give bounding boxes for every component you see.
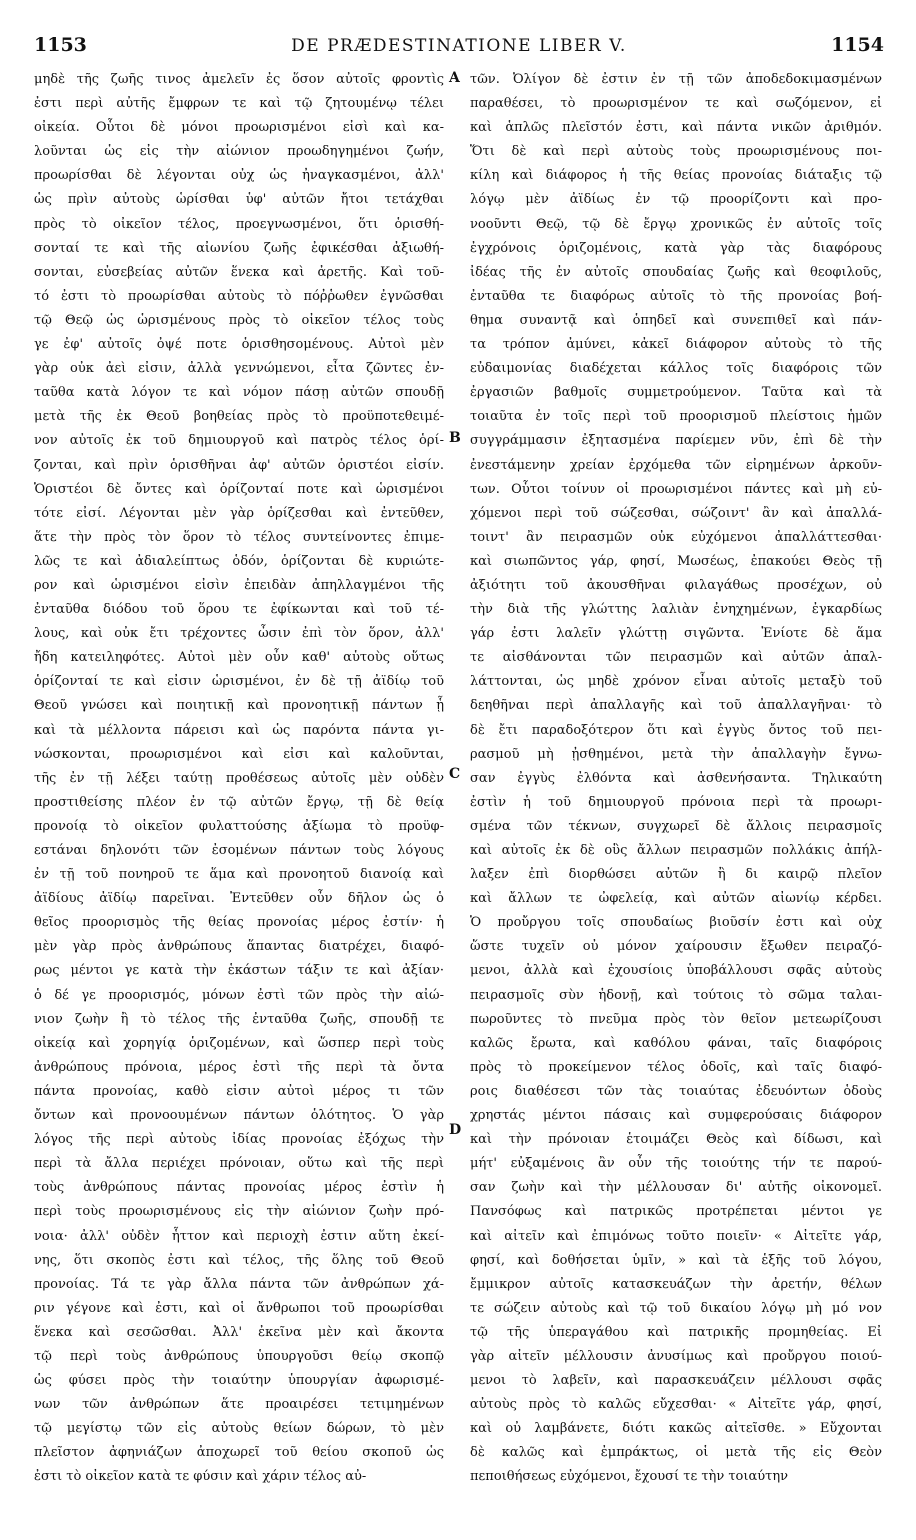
text-line: σαν ἐγγὺς ἐλθόντα καὶ ἀσθενήσαντα. Τηλικαύτη: [470, 770, 882, 786]
text-line: πωροῦντες τὸ πνεῦμα πρὸς τὸν θεῖον μετεωρίζουσι: [470, 1011, 882, 1027]
text-line: ἐνταῦθα διόδου τοῦ ὅρου τε ἐφίκωνται καὶ τοῦ τέ-: [34, 602, 444, 618]
right-column: [470, 68, 882, 1490]
text-line: σμένα τῶν τέκνων, συγχωρεῖ δὲ ἄλλοις πειρασμοῖς: [470, 818, 882, 834]
text-line: Πανσόφως καὶ πατρικῶς προτρέπεται μέντοι γε: [470, 1204, 882, 1220]
text-line: καὶ ἁπλῶς πλεῖστόν ἐστι, καὶ πάντα νικῶν ἀριθμόν.: [470, 120, 882, 136]
text-line: ὥστε τυχεῖν οὐ μόνον χαίρουσιν ἔξωθεν πειραζό-: [470, 939, 882, 955]
text-line: τό ἐστι τὸ προωρίσθαι αὐτοὺς τὸ πόῤῥωθεν ἐγνῶσθαι: [34, 288, 444, 304]
margin-letter-c: C: [449, 766, 461, 782]
text-line: τα τρόπον ἀμύνει, κἀκεῖ διάφορον αὐτοὺς τὸ τῆς: [470, 337, 882, 353]
text-line: ἰδέας τῆς ἐν αὐτοῖς σπουδαίας ζωῆς καὶ θεοφιλοῦς,: [470, 264, 882, 280]
text-line: καλῶς ἔρωτα, καὶ καθόλου φάναι, ταῖς διαφόροις: [470, 1035, 882, 1051]
text-line: ἐστὶν ἡ τοῦ δημιουργοῦ πρόνοια περὶ τὰ προωρι-: [470, 794, 882, 810]
text-line: θημα συναντᾷ καὶ ὁπηδεῖ καὶ συνεπιθεῖ καὶ πάν-: [470, 312, 882, 328]
text-line: νιον ζωὴν ἢ τὸ τέλος τῆς ἐνταῦθα ζωῆς, σπουδῇ τε: [34, 1011, 444, 1027]
text-line: ἅτε τὴν πρὸς τὸν ὅρον τὸ τέλος συντείνοντες ἐπιμε-: [34, 529, 444, 545]
text-line: σονταί τε καὶ τῆς αἰωνίου ζωῆς ἐφικέσθαι ἀξιωθή-: [34, 240, 444, 256]
page-number-left: 1153: [34, 34, 87, 56]
text-line: τοιντ' ἂν πειρασμῶν οὐκ εὐχόμενοι ἀπαλλάττεσθαι·: [470, 529, 882, 545]
text-line: νοοῦντι Θεῷ, τῷ δὲ ἔργῳ χρονικῶς ἐν αὐτοῖς τοῖς: [470, 216, 882, 232]
text-line: χόμενοι περὶ τοῦ σώζεσθαι, σώζοιντ' ἂν καὶ ἀπαλλά-: [470, 505, 882, 521]
text-line: λαξεν ἐπὶ διορθώσει αὐτῶν ἢ δι καιρῷ πλεῖον: [470, 867, 882, 883]
text-line: προστιθείσης πλέον ἐν τῷ αὐτῶν ἔργῳ, τῇ δὲ θείᾳ: [34, 794, 444, 810]
text-line: λοῦνται ὡς εἰς τὴν αἰώνιον προωδηγημένοι ζωήν,: [34, 144, 444, 160]
text-line: ἀϊδίους ἀϊδίῳ παρεῖναι. Ἐντεῦθεν οὖν δῆλον ὡς ὁ: [34, 891, 444, 907]
text-line: χρηστάς μέντοι πάσαις καὶ συμφερούσαις διάφορον: [470, 1108, 882, 1124]
text-line: πρὸς τὸ προκείμενον τέλος ὁδοῖς, καὶ ταῖς διαφό-: [470, 1059, 882, 1075]
text-line: νης, ὅτι σκοπὸς ἐστι καὶ τέλος, τῆς ὅλης τοῦ Θεοῦ: [34, 1252, 444, 1268]
text-line: ἐγχρόνοις ὁριζομένοις, κατὰ γὰρ τὰς διαφόρους: [470, 240, 882, 256]
text-line: κίλη καὶ διάφορος ἡ τῆς θείας προνοίας διάταξις τῷ: [470, 168, 882, 184]
text-line: θεῖος προορισμὸς τῆς θείας προνοίας μέρος ἐστίν· ἡ: [34, 915, 444, 931]
text-line: γάρ ἐστι λαλεῖν γλώττῃ σιγῶντα. Ἐνίοτε δὲ ἅμα: [470, 626, 882, 642]
text-line: δὲ καλῶς καὶ ἐμπράκτως, οἱ μετὰ τῆς εἰς Θεὸν: [470, 1445, 882, 1461]
text-line: λόγῳ μὲν ἀϊδίως ἐν τῷ προορίζοντι καὶ προ-: [470, 192, 882, 208]
left-column: [34, 68, 444, 1490]
text-line: δεηθῆναι περὶ ἀπαλλαγῆς καὶ τοῦ ἀπαλλαγῆναι· τὸ: [470, 698, 882, 714]
text-line: αὐτοὺς πρὸς τὸ καλῶς εὔχεσθαι· « Αἰτεῖτε γάρ, φησί,: [470, 1397, 882, 1413]
text-line: Ὅτι δὲ καὶ περὶ αὐτοὺς τοὺς προωρισμένους ποι-: [470, 144, 882, 160]
text-line: μενοι τὸ λαβεῖν, καὶ παρασκευάζειν μέλλουσι σφᾶς: [470, 1373, 882, 1389]
text-line: ρον καὶ ὡρισμένοι εἰσὶν ἐπειδὰν ἀπηλλαγμένοι τῆς: [34, 577, 444, 593]
text-line: τῆς ἐν τῇ λέξει ταύτῃ προθέσεως αὐτοῖς μὲν οὐδὲν: [34, 770, 444, 786]
text-line: ἐνταῦθα τε διαφόρως αὐτοῖς τὸ τῆς προνοίας βοή-: [470, 288, 882, 304]
text-line: ἀνθρώπους πρόνοια, μέρος ἐστὶ τῆς περὶ τὰ ὄντα: [34, 1059, 444, 1075]
text-line: λάττονται, ὡς μηδὲ χρόνον εἶναι αὐτοῖς μεταξὺ τοῦ: [470, 674, 882, 690]
text-line: ἕνεκα καὶ σεσῶσθαι. Ἀλλ' ἐκεῖνα μὲν καὶ ἄκοντα: [34, 1324, 444, 1340]
text-line: δὲ ἔτι παραδοξότερον ὅτι καὶ ἐγγὺς ὄντος τοῦ πει-: [470, 722, 882, 738]
text-line: Ὁριστέοι δὲ ὄντες καὶ ὁρίζονταί ποτε καὶ ὡρισμένοι: [34, 481, 444, 497]
text-line: λόγος τῆς περὶ αὐτοὺς ἰδίας προνοίας ἐξόχως τὴν: [34, 1132, 444, 1148]
text-line: παραθέσει, τὸ προωρισμένον τε καὶ σωζόμενον, εἰ: [470, 96, 882, 112]
text-line: γὰρ αἰτεῖν μέλλουσιν ἀνυσίμως καὶ προὔργου ποιού-: [470, 1348, 882, 1364]
text-line: περὶ τοὺς προωρισμένους εἰς τὴν αἰώνιον ζωὴν πρό-: [34, 1204, 444, 1220]
text-line: μενοι, ἀλλὰ καὶ ἐχουσίοις ὑποβάλλουσι σφᾶς αὐτοὺς: [470, 963, 882, 979]
text-line: τὴν διὰ τῆς γλώττης λαλιὰν ἐνηχημένων, ἐγκαρδίως: [470, 602, 882, 618]
text-line: ὄντων καὶ προνοουμένων πάντων ὁλότητος. Ὁ γὰρ: [34, 1108, 444, 1124]
text-line: ἔμμικρον αὐτοῖς κατασκευάζων τὴν ἀρετήν, θέλων: [470, 1276, 882, 1292]
text-line: τε σώζειν αὐτοὺς καὶ τῷ τοῦ δικαίου λόγῳ μὴ μό νον: [470, 1300, 882, 1316]
text-line: εὐδαιμονίας διαδέχεται κάλλος τοῖς διαφόροις τῶν: [470, 361, 882, 377]
text-line: οἰκείᾳ καὶ χορηγίᾳ ὁριζομένων, καὶ ὥσπερ περὶ τοὺς: [34, 1035, 444, 1051]
text-line: νων τῶν ἀνθρώπων ἅτε προαιρέσει τετιμημένων: [34, 1397, 444, 1413]
page-header: [34, 34, 884, 60]
text-line: ἐνεστάμενην χρείαν ἐρχόμεθα τῶν εἰρημένων ἀρκοῦν-: [470, 457, 882, 473]
text-line: φησί, καὶ δοθήσεται ὑμῖν, » καὶ τὰ ἑξῆς τοῦ λόγου,: [470, 1252, 882, 1268]
text-line: εστάναι δηλονότι τῶν ἐσομένων πάντων τοὺς λόγους: [34, 843, 444, 858]
text-line: πρὸς τὸ οἰκεῖον τέλος, προεγνωσμένοι, ὅτι ὁρισθή-: [34, 216, 444, 232]
text-line: προωρίσθαι δὲ λέγονται οὐχ ὡς ἠναγκασμένοι, ἀλλ': [34, 168, 444, 184]
text-line: ρασμοῦ μὴ ᾐσθημένοι, μετὰ τὴν ἀπαλλαγὴν ἔγνω-: [470, 746, 882, 762]
text-line: καὶ αὐτοῖς ἐκ δὲ οὓς ἄλλων πειρασμῶν πολλάκις ἀπήλ-: [470, 843, 882, 858]
text-line: σαν ζωὴν καὶ τὴν μέλλουσαν δι' αὐτῆς οἰκονομεῖ.: [470, 1180, 882, 1196]
text-line: τε αἰσθάνονται τῶν πειρασμῶν καὶ αὐτῶν ἀπαλ-: [470, 650, 882, 666]
text-line: των. Οὗτοι τοίνυν οἱ προωρισμένοι πάντες καὶ μὴ εὐ-: [470, 481, 882, 497]
text-line: ἐστι τὸ οἰκεῖον κατὰ τε φύσιν καὶ χάριν τέλος αὐ-: [34, 1469, 367, 1485]
text-line: ρως μέντοι γε κατὰ τὴν ἑκάστων τάξιν τε καὶ ἀξίαν·: [34, 963, 444, 979]
text-line: πλεῖστον ἀφηνιάζων ἀποχωρεῖ τοῦ θείου σκοποῦ ὡς: [34, 1445, 444, 1461]
text-line: ζονται, καὶ πρὶν ὁρισθῆναι ἀφ' αὐτῶν ὁριστέοι εἰσίν.: [34, 457, 444, 473]
text-line: καὶ αἰτεῖν καὶ ἐπιμόνως τοῦτο ποιεῖν· « Αἰτεῖτε γάρ,: [470, 1228, 882, 1244]
text-line: ἐστι περὶ αὐτῆς ἔμφρων τε καὶ τῷ ζητουμένῳ τέλει: [34, 96, 444, 112]
text-line: γε ἐφ' αὐτοῖς ὀψέ ποτε ὁρισθησομένους. Αὐτοὶ μὲν: [34, 337, 444, 353]
text-line: τῷ τῆς ὑπεραγάθου καὶ πατρικῆς προμηθείας. Εἰ: [470, 1324, 882, 1340]
text-line: λῶς τε καὶ ἀδιαλείπτως ὁδόν, ὁρίζονται δὲ κυριώτε-: [34, 553, 444, 569]
text-line: μήτ' εὐξαμένοις ἂν οὖν τῆς τοιούτης τήν τε παρού-: [470, 1156, 882, 1172]
text-line: τοὺς ἀνθρώπους πάντας προνοίας μέρος ἐστὶν ἡ: [34, 1180, 444, 1196]
text-line: ἐργασιῶν βαθμοῖς συμμετρούμενον. Ταῦτα καὶ τὰ: [470, 385, 882, 401]
text-line: οἰκεία. Οὗτοι δὲ μόνοι προωρισμένοι εἰσὶ καὶ κα-: [34, 120, 444, 136]
margin-letter-b: B: [449, 430, 461, 446]
text-line: καὶ σιωπῶντος γάρ, φησί, Μωσέως, ἐπακούει Θεὸς τῇ: [470, 553, 882, 569]
text-line: ἤδη κατειληφότες. Αὐτοὶ μὲν οὖν καθ' αὑτοὺς οὕτως: [34, 650, 444, 666]
text-line: τότε εἰσί. Λέγονται μὲν γὰρ ὁρίζεσθαι καὶ ἐντεῦθεν,: [34, 505, 444, 521]
margin-letter-d: D: [449, 1122, 462, 1138]
text-line: προνοίᾳ τὸ οἰκεῖον φυλαττούσης ἀξίωμα τὸ προϋφ-: [34, 818, 444, 834]
text-line: τῷ Θεῷ ὡς ὡρισμένους πρὸς τὸ οἰκεῖον τέλος τοὺς: [34, 312, 444, 328]
text-line: ροις διαθέσεσι τῶν τὰς τοιαύτας ἐδευόντων ὁδοὺς: [470, 1083, 882, 1099]
text-line: νον αὐτοῖς ἐκ τοῦ δημιουργοῦ καὶ πατρὸς τέλος ὁρί-: [34, 433, 444, 449]
text-line: σονται, εὐσεβείας αὐτῶν ἕνεκα καὶ ἀρετῆς. Καὶ τοῦ-: [34, 264, 444, 280]
text-line: καὶ ἄλλων τε ὠφελείᾳ, καὶ αὐτῶν αἰωνίῳ κέρδει.: [470, 891, 882, 907]
text-line: ὡς πρὶν αὐτοὺς ὡρίσθαι ὑφ' αὐτῶν ἤτοι τετάχθαι: [34, 192, 444, 208]
text-line: μετὰ τῆς ἐκ Θεοῦ βοηθείας πρὸς τὸ προϋποτεθειμέ-: [34, 409, 444, 425]
text-line: τῷ μεγίστῳ τῶν εἰς αὐτοὺς θείων δώρων, τὸ μὲν: [34, 1421, 444, 1437]
margin-letter-a: A: [449, 70, 460, 86]
text-line: μηδὲ τῆς ζωῆς τινος ἀμελεῖν ἐς ὅσον αὐτοῖς φροντὶς: [34, 72, 444, 87]
text-line: καὶ οὐ λαμβάνετε, διότι κακῶς αἰτεῖσθε. » Εὔχονται: [470, 1421, 882, 1437]
text-line: ὁρίζονταί τε καὶ εἰσιν ὡρισμένοι, ἐν δὲ τῇ ἀϊδίῳ τοῦ: [34, 674, 444, 690]
text-line: νώσκονται, προωρισμένοι καὶ εἰσι καὶ καλοῦνται,: [34, 746, 444, 762]
text-line: λους, καὶ οὐκ ἔτι τρέχοντες ὦσιν ἐπὶ τὸν ὅρον, ἀλλ': [34, 626, 444, 642]
text-line: ὁ δέ γε προορισμός, μόνων ἐστὶ τῶν πρὸς τὴν αἰώ-: [34, 987, 444, 1003]
text-line: πεποιθήσεως εὐχόμενοι, ἔχουσί τε τὴν τοιαύτην: [470, 1469, 789, 1485]
text-line: καὶ τὴν πρόνοιαν ἑτοιμάζει Θεὸς καὶ δίδωσι, καὶ: [470, 1132, 882, 1148]
text-line: ἐν τῇ τοῦ πονηροῦ τε ἅμα καὶ προνοητοῦ διανοίᾳ καὶ: [34, 867, 444, 883]
text-line: γὰρ οὐκ ἀεὶ εἰσιν, ἀλλὰ γεννώμενοι, εἶτα ζῶντες ἐν-: [34, 361, 444, 377]
text-line: ριν γέγονε καὶ ἐστι, καὶ οἱ ἄνθρωποι τοῦ προωρίσθαι: [34, 1300, 444, 1316]
text-line: μὲν γὰρ πρὸς ἀνθρώπους ἅπαντας διατρέχει, διαφό-: [34, 939, 444, 955]
text-line: ὡς φύσει πρὸς τὴν τοιαύτην ὑπουργίαν ἀφωρισμέ-: [34, 1373, 444, 1389]
text-line: πειρασμοῖς σὺν ἡδονῇ, καὶ τούτοις τὸ σῶμα ταλαι-: [470, 987, 882, 1003]
running-title: DE PRÆDESTINATIONE LIBER V.: [291, 36, 627, 56]
text-line: ταῦθα κατὰ λόγον τε καὶ νόμον πάσῃ αὐτῶν σπουδῇ: [34, 385, 444, 401]
text-line: νοια· ἀλλ' οὐδὲν ἧττον καὶ περιοχὴ ἐστιν αὕτη ἐκεί-: [34, 1228, 444, 1244]
text-line: τῷ περὶ τοὺς ἀνθρώπους ὑπουργοῦσι θείῳ σκοπῷ: [34, 1348, 444, 1364]
text-line: συγγράμμασιν ἐξητασμένα παρίεμεν νῦν, ἐπὶ δὲ τὴν: [470, 433, 882, 449]
page-number-right: 1154: [831, 34, 884, 56]
text-line: Θεοῦ γνώσει καὶ ποιητικῇ καὶ προνοητικῇ πάντων ᾗ: [34, 698, 444, 714]
text-line: πάντα προνοίας, καθὸ εἰσιν αὐτοὶ μέρος τι τῶν: [34, 1083, 444, 1099]
text-line: προνοίας. Τά τε γὰρ ἄλλα πάντα τῶν ἀνθρώπων χά-: [34, 1276, 444, 1292]
text-line: τῶν. Ὀλίγον δὲ ἐστιν ἐν τῇ τῶν ἀποδεδοκιμασμένων: [470, 72, 882, 87]
text-line: καὶ τὰ μέλλοντα πάρεισι καὶ ὡς παρόντα πάντα γι-: [34, 722, 444, 738]
text-line: ἀξιότητι τοῦ ἀκουσθῆναι φιλαγάθως προσέχων, οὐ: [470, 577, 882, 593]
text-line: περὶ τὰ ἄλλα περιέχει πρόνοιαν, οὕτω καὶ τῆς περὶ: [34, 1156, 444, 1172]
text-line: Ὁ προὔργου τοῖς σπουδαίως βιοῦσίν ἐστι καὶ οὐχ: [470, 915, 882, 931]
text-line: τοιαῦτα ἐν τοῖς περὶ τοῦ προορισμοῦ πλείστοις ἡμῶν: [470, 409, 882, 425]
